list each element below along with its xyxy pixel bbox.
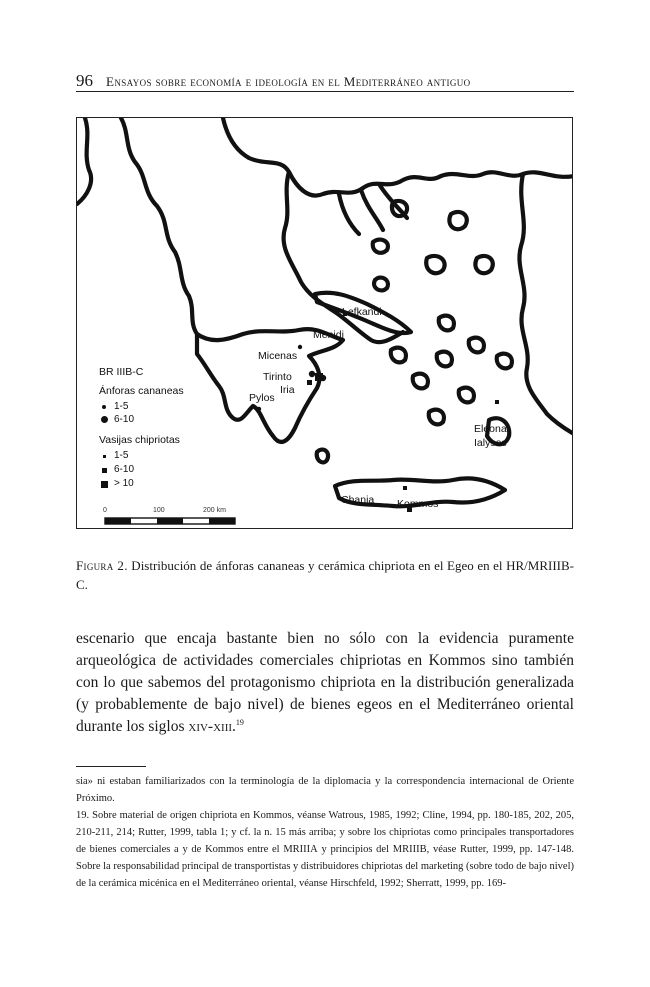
label-tirinto: Tirinto [263, 371, 292, 383]
aegean-map [77, 118, 573, 529]
page-number: 96 [76, 71, 93, 90]
footnote-reference: 19 [235, 717, 244, 727]
island-h [437, 352, 452, 367]
legend-cypriot-large: > 10 [114, 478, 134, 489]
label-eleona: Eleona [474, 423, 507, 435]
island-n [497, 354, 512, 369]
body-centuries: xiv-xiii. [188, 718, 236, 735]
legend-amphorae-small: 1-5 [114, 401, 129, 412]
coastline-epirus [121, 118, 197, 334]
island-a [373, 240, 388, 253]
island-e [475, 256, 492, 273]
footnote-19-mr1: MRIIIA [283, 844, 318, 855]
figure-map [76, 117, 573, 529]
legend-cypriot-medium: 6-10 [114, 464, 135, 475]
legend-amphorae-title: Ánforas cananeas [99, 385, 184, 397]
island-g [413, 374, 428, 389]
legend-symbol-cypriot-medium [102, 468, 107, 473]
legend-symbol-cypriot-small [103, 455, 106, 458]
coastline-peloponnese [197, 329, 343, 442]
island-m [439, 316, 454, 331]
legend-amphorae-large: 6-10 [114, 414, 135, 425]
island-c [426, 256, 444, 273]
island-l [317, 450, 328, 463]
island-f [391, 348, 406, 363]
legend-cypriot-title: Vasijas chipriotas [99, 434, 180, 446]
island-d [449, 212, 466, 229]
body-paragraph-text: escenario que encaja bastante bien no sólo con la evidencia puramente arqueológica de actividades comerciales chipriotas en Kommos sino también con lo que sabemos del protagonismo chipriota en la distribución generalizada (y probablemente de bajo nivel) de bienes egeos en el Mediterráneo oriental durante los siglos [76, 630, 574, 735]
running-head [76, 72, 574, 92]
island-j [459, 388, 474, 403]
scale-bar [105, 518, 235, 524]
marker-eleona [495, 400, 499, 404]
label-chania: Chania [341, 494, 375, 506]
footnote-19-part1: 19. Sobre material de origen chipriota en Kommos, véanse Watrous, 1985, 1992; Cline, 1994, pp. 180-185, 202, 205, 210-211, 214; Rutter, 1999, tabla 1; y cf. la n. 15 más arriba; y sobre los chipriotas como principales transportadores de bienes comerciales a y de Kommos entre el [76, 810, 574, 855]
label-lefkandi: Lefkandi [342, 306, 382, 318]
label-iria: Iria [280, 384, 295, 396]
coastline-anatolia [519, 174, 573, 434]
footnote-rule [76, 766, 146, 767]
legend-symbol-amphorae-small [102, 405, 106, 409]
legend-cypriot-small: 1-5 [114, 450, 129, 461]
figure-caption-label: Figura 2. [76, 558, 128, 573]
label-ialysos: Ialysos [474, 437, 507, 449]
body-paragraph [76, 628, 574, 738]
island-k [469, 338, 484, 353]
scale-label-mid: 100 [153, 507, 165, 514]
coastline-italy [77, 118, 91, 204]
label-pylos: Pylos [249, 392, 275, 404]
scale-label-end: 200 km [203, 507, 226, 514]
footnotes [76, 773, 574, 892]
legend-symbol-cypriot-large [101, 481, 108, 488]
label-menidi: Menidi [313, 329, 344, 341]
legend-symbol-amphorae-large [101, 416, 108, 423]
footnote-19-mr2: MRIIIB [392, 844, 427, 855]
figure-caption-text: Distribución de ánforas cananeas y cerámica chipriota en el Egeo en el HR/MRIIIB-C. [76, 558, 574, 592]
island-o [374, 278, 388, 291]
marker-tirinto-square [315, 373, 323, 381]
marker-chania [403, 486, 407, 490]
legend-period: BR IIIB-C [99, 366, 144, 378]
marker-tirinto [309, 371, 315, 377]
label-kommos: Kommos [397, 498, 439, 510]
marker-menidi [298, 345, 302, 349]
figure-caption [76, 556, 574, 594]
footnote-19-part2: y principios del [317, 844, 393, 855]
marker-pylos [257, 407, 261, 411]
label-micenas: Micenas [258, 350, 298, 362]
footnote-19 [76, 807, 574, 892]
scale-label-zero: 0 [103, 507, 107, 514]
footnote-19-part3: , véase Rutter, 1999, pp. 147-148. Sobre la responsabilidad principal de transportistas y distribuidores chipriotas del marketing (sobre todo de bajo nivel) de la cerámica micénica en el Mediterráneo oriental, véanse Hirschfeld, 1992; Sherratt, 1999, pp. 169- [76, 844, 575, 889]
island-i [429, 410, 444, 425]
running-title: Ensayos sobre economía e ideología en el Mediterráneo antiguo [106, 74, 471, 89]
marker-iria-square [307, 380, 312, 385]
footnote-continuation: sia» ni estaban familiarizados con la terminología de la diplomacia y la correspondencia internacional de Oriente Próximo. [76, 776, 574, 804]
